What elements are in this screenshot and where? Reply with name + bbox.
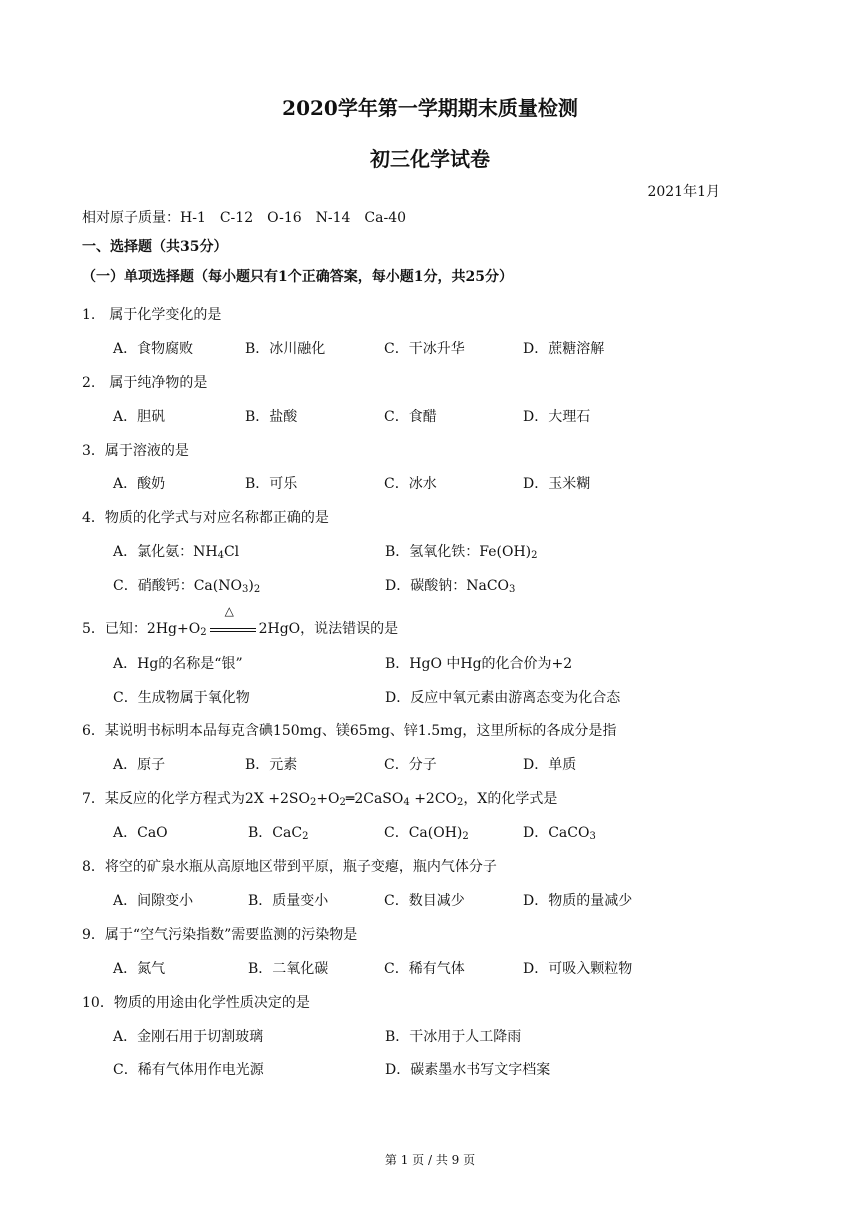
question-7-option-d: D．CaCO$_3$ <box>523 825 596 842</box>
question-4-stem: 4．物质的化学式与对应名称都正确的是 <box>82 510 329 526</box>
question-5-option-d: D．反应中氧元素由游离态变为化合态 <box>385 690 621 706</box>
question-5-stem: 5．已知：$2Hg+O_2$ △ 2HgO，说法错误的是 <box>82 604 399 638</box>
question-6-option-b: B．元素 <box>245 757 298 773</box>
question-7-stem: 7．某反应的化学方程式为$2X +2SO_2+O_2═2CaSO_4 +2CO_2$，X的化学式是 <box>82 791 558 808</box>
question-1-option-d: D．蔗糖溶解 <box>523 341 605 357</box>
heating-condition-equals <box>208 604 258 636</box>
question-9-option-a: A．氮气 <box>113 961 166 977</box>
atomic-mass-line: 相对原子质量：H-1 C-12 O-16 N-14 Ca-40 <box>82 210 407 226</box>
question-1-option-c: C．干冰升华 <box>384 341 465 357</box>
question-6-option-a: A．原子 <box>113 757 166 773</box>
question-10-option-b: B．干冰用于人工降雨 <box>385 1029 522 1045</box>
question-4-option-c: C．硝酸钙：$Ca(NO_3)_2$ <box>113 578 261 595</box>
question-5-option-c: C．生成物属于氧化物 <box>113 690 250 706</box>
question-4-option-a: A．氯化氨：$NH_4Cl$ <box>113 544 240 561</box>
question-1-option-b: B．冰川融化 <box>245 341 326 357</box>
question-3-option-d: D．玉米糊 <box>523 476 591 492</box>
question-7-option-b: B．CaC$_2$ <box>248 825 309 842</box>
page-footer: 第 1 页 / 共 9 页 <box>384 1153 476 1167</box>
question-2-option-b: B．盐酸 <box>245 409 298 425</box>
question-10-stem: 10．物质的用途由化学性质决定的是 <box>82 995 310 1011</box>
question-5-option-a: A．Hg的名称是“银” <box>113 656 243 672</box>
question-10-option-a: A．金刚石用于切割玻璃 <box>113 1029 264 1045</box>
question-9-stem: 9．属于“空气污染指数”需要监测的污染物是 <box>82 927 358 943</box>
question-6-stem: 6．某说明书标明本品每克含碘150mg、镁65mg、锌1.5mg，这里所标的各成分是指 <box>82 723 617 739</box>
exam-subtitle: 初三化学试卷 <box>370 147 490 171</box>
question-9-option-c: C．稀有气体 <box>384 961 465 977</box>
question-1-option-a: A．食物腐败 <box>113 341 194 357</box>
question-4-option-b: B．氢氧化铁：$Fe(OH)_2$ <box>385 544 538 561</box>
question-3-stem: 3．属于溶液的是 <box>82 443 189 459</box>
section-heading: 一、选择题（共35分） <box>82 239 228 255</box>
question-6-option-c: C．分子 <box>384 757 437 773</box>
question-2-option-a: A．胆矾 <box>113 409 166 425</box>
question-4-option-d: D．碳酸钠：NaCO$_3$ <box>385 578 516 595</box>
question-3-option-a: A．酸奶 <box>113 476 166 492</box>
question-5-option-b: B．HgO 中Hg的化合价为+2 <box>385 656 573 672</box>
question-8-option-c: C．数目减少 <box>384 893 465 909</box>
question-2-option-c: C．食醋 <box>384 409 437 425</box>
question-3-option-c: C．冰水 <box>384 476 437 492</box>
question-10-option-d: D．碳素墨水书写文字档案 <box>385 1062 551 1078</box>
question-9-option-d: D．可吸入颗粒物 <box>523 961 633 977</box>
question-3-option-b: B．可乐 <box>245 476 298 492</box>
question-8-option-b: B．质量变小 <box>248 893 329 909</box>
question-6-option-d: D．单质 <box>523 757 577 773</box>
question-8-option-a: A．间隙变小 <box>113 893 194 909</box>
question-2-stem: 2. 属于纯净物的是 <box>82 375 208 391</box>
question-10-option-c: C．稀有气体用作电光源 <box>113 1062 264 1078</box>
question-8-stem: 8．将空的矿泉水瓶从高原地区带到平原，瓶子变瘪，瓶内气体分子 <box>82 859 497 875</box>
heat-triangle-icon: △ <box>224 604 234 618</box>
question-7-option-a: A．CaO <box>113 825 168 841</box>
subsection-heading: （一）单项选择题（每小题只有1个正确答案，每小题1分，共25分） <box>82 269 513 285</box>
question-1-stem: 1. 属于化学变化的是 <box>82 307 222 323</box>
exam-date: 2021年1月 <box>647 184 720 200</box>
question-8-option-d: D．物质的量减少 <box>523 893 633 909</box>
question-2-option-d: D．大理石 <box>523 409 591 425</box>
exam-title: 2020学年第一学期期末质量检测 <box>282 96 578 120</box>
question-7-option-c: C．$Ca(OH)_2$ <box>384 825 469 842</box>
question-9-option-b: B．二氧化碳 <box>248 961 329 977</box>
